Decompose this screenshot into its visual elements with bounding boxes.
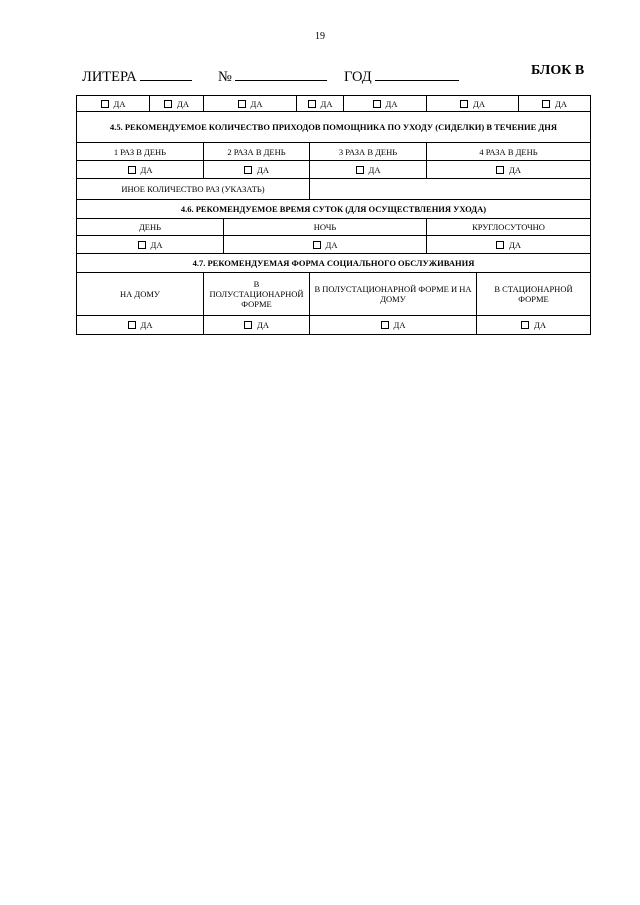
other-count-label: ИНОЕ КОЛИЧЕСТВО РАЗ (УКАЗАТЬ) (77, 179, 310, 200)
section-4-5-columns (77, 143, 591, 161)
other-count-input[interactable] (310, 179, 591, 200)
checkbox-label: ДА (473, 98, 485, 109)
checkbox-label: ДА (509, 239, 521, 250)
checkbox-cell (204, 96, 297, 112)
checkbox-cell (477, 316, 591, 335)
checkbox-label: ДА (113, 98, 126, 109)
checkbox-cell (77, 96, 150, 112)
section-4-5-title: 4.5. РЕКОМЕНДУЕМОЕ КОЛИЧЕСТВО ПРИХОДОВ ПОМОЩНИКА ПО УХОДУ (СИДЕЛКИ) В ТЕЧЕНИЕ ДНЯ (77, 112, 591, 143)
checkbox-cell (310, 161, 427, 179)
checkbox-label: ДА (150, 239, 163, 250)
checkbox-label: ДА (393, 320, 406, 330)
number-field (218, 66, 327, 86)
assessment-form-table (76, 95, 591, 335)
section-4-5-other-row (77, 179, 591, 200)
checkbox-label: ДА (177, 98, 189, 109)
checkbox-label: ДА (509, 164, 521, 175)
checkbox[interactable] (244, 166, 252, 174)
litera-input-line[interactable] (140, 66, 192, 81)
litera-label: ЛИТЕРА (82, 69, 137, 85)
litera-field (82, 66, 192, 86)
checkbox-label: ДА (320, 98, 333, 109)
checkbox[interactable] (128, 321, 136, 329)
checkbox[interactable] (373, 100, 381, 108)
checkbox-cell (77, 161, 204, 179)
number-label: № (218, 69, 232, 85)
column-header: 3 РАЗА В ДЕНЬ (310, 143, 427, 161)
checkbox-label: ДА (257, 164, 269, 175)
checkbox[interactable] (128, 166, 136, 174)
section-4-7-title: 4.7. РЕКОМЕНДУЕМАЯ ФОРМА СОЦИАЛЬНОГО ОБСЛУЖИВАНИЯ (77, 254, 591, 273)
checkbox[interactable] (164, 100, 172, 108)
checkbox-cell (427, 161, 591, 179)
checkbox-row-7 (77, 96, 591, 112)
checkbox-label: ДА (250, 98, 263, 109)
checkbox-label: ДА (385, 98, 398, 109)
column-header: 1 РАЗ В ДЕНЬ (77, 143, 204, 161)
checkbox[interactable] (238, 100, 246, 108)
column-header: 4 РАЗА В ДЕНЬ (427, 143, 591, 161)
checkbox-label: ДА (555, 98, 567, 109)
checkbox[interactable] (101, 100, 109, 108)
column-header: В ПОЛУСТАЦИОНАРНОЙ ФОРМЕ И НА ДОМУ (310, 273, 477, 316)
document-header (82, 66, 592, 86)
checkbox-cell (344, 96, 427, 112)
column-header: НА ДОМУ (77, 273, 204, 316)
section-4-5-header (77, 112, 591, 143)
section-4-7-checkboxes (77, 316, 591, 335)
checkbox[interactable] (521, 321, 529, 329)
checkbox-label: ДА (325, 239, 338, 250)
checkbox-label: ДА (368, 164, 381, 175)
checkbox[interactable] (496, 241, 504, 249)
checkbox-cell (427, 236, 591, 254)
checkbox[interactable] (244, 321, 252, 329)
column-header: В ПОЛУСТАЦИОНАРНОЙ ФОРМЕ (204, 273, 310, 316)
section-4-6-columns (77, 219, 591, 236)
checkbox-cell (519, 96, 591, 112)
checkbox[interactable] (356, 166, 364, 174)
column-header: НОЧЬ (224, 219, 427, 236)
page-number: 19 (315, 31, 325, 42)
checkbox-cell (224, 236, 427, 254)
section-4-5-checkboxes (77, 161, 591, 179)
checkbox-label: ДА (140, 164, 153, 175)
checkbox-label: ДА (257, 320, 269, 330)
column-header: КРУГЛОСУТОЧНО (427, 219, 591, 236)
year-input-line[interactable] (375, 66, 459, 81)
checkbox-cell (427, 96, 519, 112)
checkbox[interactable] (308, 100, 316, 108)
checkbox[interactable] (138, 241, 146, 249)
section-4-6-header (77, 200, 591, 219)
year-label: ГОД (344, 69, 372, 85)
checkbox-cell (77, 236, 224, 254)
checkbox[interactable] (542, 100, 550, 108)
checkbox[interactable] (496, 166, 504, 174)
column-header: ДЕНЬ (77, 219, 224, 236)
checkbox-label: ДА (534, 320, 546, 330)
column-header: 2 РАЗА В ДЕНЬ (204, 143, 310, 161)
checkbox-cell (204, 161, 310, 179)
checkbox-cell (310, 316, 477, 335)
checkbox-cell (297, 96, 344, 112)
section-4-7-header (77, 254, 591, 273)
section-4-7-columns (77, 273, 591, 316)
number-input-line[interactable] (235, 66, 327, 81)
column-header: В СТАЦИОНАРНОЙ ФОРМЕ (477, 273, 591, 316)
section-4-6-checkboxes (77, 236, 591, 254)
checkbox[interactable] (381, 321, 389, 329)
checkbox-cell (204, 316, 310, 335)
block-label: БЛОК В (531, 63, 585, 78)
checkbox-cell (150, 96, 204, 112)
year-field (344, 66, 459, 86)
checkbox[interactable] (460, 100, 468, 108)
checkbox-label: ДА (140, 320, 153, 330)
section-4-6-title: 4.6. РЕКОМЕНДУЕМОЕ ВРЕМЯ СУТОК (ДЛЯ ОСУЩЕСТВЛЕНИЯ УХОДА) (77, 200, 591, 219)
checkbox-cell (77, 316, 204, 335)
checkbox[interactable] (313, 241, 321, 249)
